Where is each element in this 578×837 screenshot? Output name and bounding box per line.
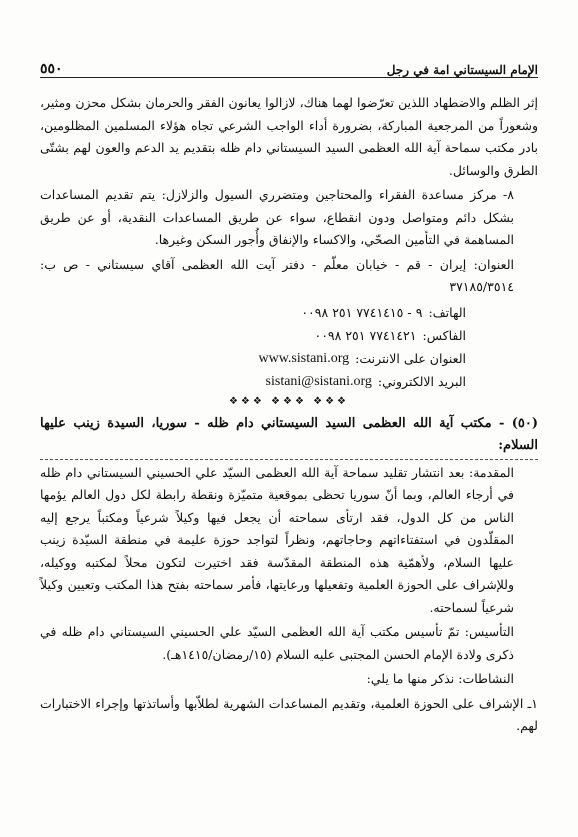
paragraph-1: إثر الظلم والاضطهاد اللذين تعرّضوا لهما هناك، لازالوا يعانون الفقر والحرمان بشكل محزن ومثير، وشعوراً من المرجعية المباركة، بضرورة أداء الواجب الشرعي تجاه هؤلاء المسلمين المظلومين، بادر مكتب سماحة آية الله العظمى السيد السيستاني دام ظله بتقديم يد الدعم والعون لهم بشتّى الطرق والوسائل. [40, 95, 538, 178]
page-body [40, 92, 538, 740]
paragraph-2: ٨- مركز مساعدة الفقراء والمحتاجين ومتضرري السيول والزلازل: يتم تقديم المساعدات بشكل دائم ومتواصل ودون انقطاع، سواء عن طريق المساعدات النقدية، أو عن طريق المساهمة في التأمين الصحّي، والاكساء والإنفاق وأُجور السكن وغيرها. [40, 187, 514, 247]
page-number: ٥٥٠ [40, 61, 63, 77]
contact-fax-value: ٧٧٤١٤٢١ ٢٥١ ٠٠٩٨ [314, 327, 417, 343]
contact-fax-label: الفاكس: [422, 327, 466, 343]
email-link[interactable]: sistani@sistani.org [265, 373, 372, 389]
section-activities-label: النشاطات: نذكر منها ما يلي: [366, 671, 514, 686]
ornament-divider: ❖❖❖ ❖❖❖ ❖❖❖ [228, 395, 350, 407]
address-paragraph: العنوان: إيران - قم - خيابان معلّم - دفتر آيت الله العظمى آقاي سيستاني - ص ب: ٣٧١٨٥/٣٥١٤ [40, 256, 514, 294]
contact-phone-label: الهاتف: [428, 304, 466, 320]
contact-website-label: العنوان على الانترنت: [355, 350, 466, 366]
contact-phone-value: ٩ - ٧٧٤١٤١٥ ٢٥١ ٠٠٩٨ [301, 304, 423, 320]
contact-email-label: البريد الالكتروني: [377, 373, 466, 389]
contact-website [40, 347, 538, 370]
section-intro: المقدمة: بعد انتشار تقليد سماحة آية الله العظمى السيّد علي الحسيني السيستاني دام ظله في أرجاء العالم، وبما أنّ سوريا تحظى بموقعية متميّزة ونقطة رابطة لكل دول العالم يؤمها الناس من كل الدول، فقد ارتأى سماحته أن يجعل فيها وكيلاً شرعياً ومكتباً يرجع إليه المقلّدون في استفتاءاتهم وحاجاتهم، ونظراً لتواجد حوزة عليمة في منطقة السيّدة زينب عليها السلام، ولأهمّية هذه المنطقة المقدّسة فقد اختيرت لتكون محلاً لمكتبه ووكيله، وللإشراف على الحوزة العلمية وتفعيلها ورعايتها، فأمر سماحته بفتح هذا المكتب وتعيين وكيلاً شرعياً لسماحته. [40, 464, 514, 615]
section-title: (٥٠) - مكتب آية الله العظمى السيد السيستاني دام ظله - سوريا، السيدة زينب عليها السلام: [40, 413, 538, 460]
contact-phone [40, 301, 538, 324]
running-title: الإمام السيستاني امة في رجل [386, 63, 538, 77]
section-activity-1: ١ـ الإشراف على الحوزة العلمية، وتقديم المساعدات الشهرية لطلاّبها وأساتذتها وإجراء الاختبارات لهم. [40, 695, 538, 733]
running-header [40, 55, 538, 78]
contact-fax [40, 324, 538, 347]
section-founding: التأسيس: تمّ تأسيس مكتب آية الله العظمى السيّد علي الحسيني السيستاني دام ظله في ذكرى ولادة الإمام الحسن المجتبى عليه السلام (١٥/رمضان/١٤١٥هـ). [40, 624, 514, 662]
section-heading-wrap [40, 413, 538, 460]
website-link[interactable]: www.sistani.org [258, 350, 350, 366]
contact-email [40, 370, 538, 393]
